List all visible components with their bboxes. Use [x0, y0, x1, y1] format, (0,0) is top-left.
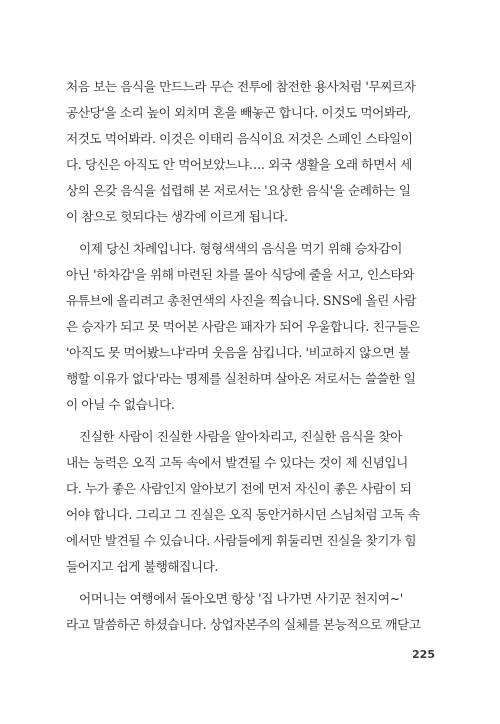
text-line: 내는 능력은 오직 고독 속에서 발견될 수 있다는 것이 제 신념입니	[66, 455, 408, 470]
text-line: 처음 보는 음식을 만드느라 무슨 전투에 참전한 용사처럼 '무찌르자	[66, 79, 416, 94]
paragraph-2	[66, 236, 438, 418]
text-line: 아닌 '하차감'을 위해 마련된 차를 몰아 식당에 줄을 서고, 인스타와	[66, 267, 415, 282]
text-line: 어머니는 여행에서 돌아오면 항상 '집 나가면 사기꾼 천지여~'	[79, 591, 403, 606]
text-line: 이 아닐 수 없습니다.	[66, 397, 175, 412]
text-line: 에서만 발견될 수 있습니다. 사람들에게 휘둘리면 진실을 찾기가 힘	[66, 533, 417, 548]
text-line: 은 승자가 되고 못 먹어본 사람은 패자가 되어 우울합니다. 친구들은	[66, 319, 420, 334]
text-line: 이 참으로 헛되다는 생각에 이르게 됩니다.	[66, 209, 288, 224]
text-line: 다. 당신은 아직도 안 먹어보았느냐…. 외국 생활을 오래 하면서 세	[66, 157, 412, 172]
text-line: 저것도 먹어봐라. 이것은 이태리 음식이요 저것은 스페인 스타일이	[66, 131, 413, 146]
text-line: 이제 당신 차례입니다. 형형색색의 음식을 먹기 위해 승차감이	[79, 241, 402, 256]
body-text	[66, 74, 438, 638]
text-line: '아직도 못 먹어봤느냐'라며 웃음을 삼킵니다. '비교하지 않으면 불	[66, 345, 410, 360]
text-line: 라고 말씀하곤 하셨습니다. 상업자본주의 실체를 본능적으로 깨닫고	[66, 617, 421, 632]
text-line: 유튜브에 올리려고 총천연색의 사진을 찍습니다. SNS에 올린 사람	[66, 293, 417, 308]
text-line: 들어지고 쉽게 불행해집니다.	[66, 559, 218, 574]
text-line: 다. 누가 좋은 사람인지 알아보기 전에 먼저 자신이 좋은 사람이 되	[66, 481, 412, 496]
paragraph-4	[66, 586, 438, 638]
text-line: 행할 이유가 없다'라는 명제를 실천하며 살아온 저로서는 쓸쓸한 일	[66, 371, 416, 386]
page-number: 225	[412, 648, 435, 661]
paragraph-3	[66, 424, 438, 580]
paragraph-1	[66, 74, 438, 230]
text-line: 어야 합니다. 그리고 그 진실은 오직 동안거하시던 스님처럼 고독 속	[66, 507, 420, 522]
text-line: 상의 온갖 음식을 섭렵해 본 저로서는 '요상한 음식'을 순례하는 일	[66, 183, 411, 198]
text-line: 진실한 사람이 진실한 사람을 알아차리고, 진실한 음식을 찾아	[79, 429, 402, 444]
text-line: 공산당'을 소리 높이 외치며 혼을 빼놓곤 합니다. 이것도 먹어봐라,	[66, 105, 411, 120]
